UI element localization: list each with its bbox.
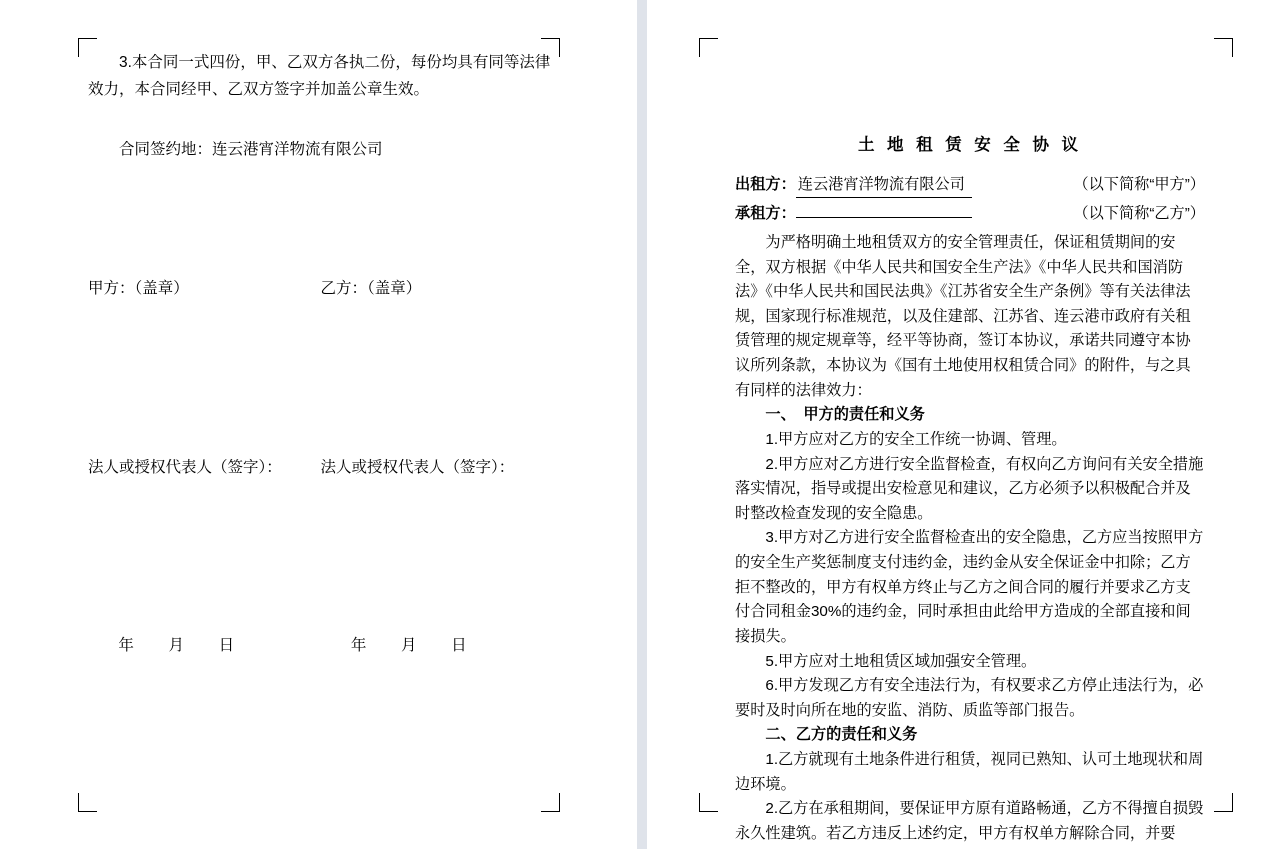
lessee-note: （以下简称“乙方”） <box>1073 205 1205 223</box>
lessee-value <box>796 217 972 218</box>
date-day-b: 日 <box>451 637 467 655</box>
seal-row <box>88 276 553 303</box>
date-row <box>88 633 553 660</box>
lessee-row <box>735 202 1205 227</box>
signing-place-line: 合同签约地：连云港宵洋物流有限公司 <box>119 141 383 159</box>
date-year-b: 年 <box>350 637 367 655</box>
representative-party-b: 法人或授权代表人（签字）： <box>320 458 515 476</box>
preamble-paragraph: 为严格明确土地租赁双方的安全管理责任，保证租赁期间的安全，双方根据《中华人民共和国安全生产法》《中华人民共和国消防法》《中华人民共和国民法典》《江苏省安全生产条例》等有关法律法规，国家现行标准规范，以及住建部、江苏省、连云港市政府有关租赁管理的规定规章等，经平等协商，签订本协议，承诺共同遵守本协议所列条款，本协议为《国有土地使用权租赁合同》的附件，与之具有同样的法律效力： <box>735 233 1191 399</box>
date-party-b <box>321 633 554 660</box>
crop-mark-top-left <box>699 38 718 57</box>
clause-a6: 6.甲方发现乙方有安全违法行为，有权要求乙方停止违法行为，必要时及时向所在地的安监、消防、质监等部门报告。 <box>735 677 1204 719</box>
page-title: 土 地 租 赁 安 全 协 议 <box>857 136 1083 154</box>
lessor-note: （以下简称“甲方”） <box>1073 175 1205 193</box>
left-page-content <box>88 50 553 660</box>
section-heading-one: 一、 甲方的责任和义务 <box>765 406 925 424</box>
clause-a2: 2.甲方应对乙方进行安全监督检查，有权向乙方询问有关安全措施落实情况，指导或提出安检意见和建议，乙方必须予以积极配合并及时整改检查发现的安全隐患。 <box>735 455 1204 522</box>
right-page-content <box>735 132 1205 847</box>
date-month-b: 月 <box>400 637 417 655</box>
representative-row <box>88 455 553 482</box>
crop-mark-bottom-left <box>78 793 97 812</box>
spacer <box>88 421 553 455</box>
date-year-a: 年 <box>118 637 134 655</box>
section-heading-two: 二、乙方的责任和义务 <box>765 726 918 744</box>
clause-a3: 3.甲方对乙方进行安全监督检查出的安全隐患，乙方应当按照甲方的安全生产奖惩制度支付违约金，违约金从安全保证金中扣除；乙方拒不整改的，甲方有权单方终止与乙方之间合同的履行并要求乙方支付合同租金30%的违约金，同时承担由此给甲方造成的全部直接和间接损失。 <box>735 529 1204 645</box>
clause-a5: 5.甲方应对土地租赁区域加强安全管理。 <box>765 652 1037 670</box>
spacer <box>88 303 553 421</box>
lessee-label: 承租方： <box>735 205 796 223</box>
lessor-row <box>735 173 1205 199</box>
page-right <box>647 0 1284 849</box>
spacer <box>88 103 553 137</box>
seal-party-a: 甲方：（盖章） <box>88 279 189 297</box>
page-left <box>0 0 637 849</box>
spacer <box>88 164 553 276</box>
clause-3-paragraph: 3.本合同一式四份，甲、乙双方各执二份，每份均具有同等法律效力，本合同经甲、乙双方签字并加盖公章生效。 <box>88 54 551 98</box>
crop-mark-bottom-right <box>541 793 560 812</box>
date-party-a <box>88 633 321 660</box>
representative-party-a: 法人或授权代表人（签字）： <box>88 458 282 476</box>
page-gutter <box>637 0 647 849</box>
clause-b2: 2.乙方在承租期间，要保证甲方原有道路畅通，乙方不得擅自损毁永久性建筑。若乙方违反上述约定，甲方有权单方解除合同，并要 <box>735 800 1204 842</box>
crop-mark-bottom-right <box>1214 793 1233 812</box>
clause-a1: 1.甲方应对乙方的安全工作统一协调、管理。 <box>765 430 1067 448</box>
date-day-a: 日 <box>218 637 235 655</box>
crop-mark-bottom-left <box>699 793 718 812</box>
crop-mark-top-right <box>1214 38 1233 57</box>
date-month-a: 月 <box>168 637 184 655</box>
spacer <box>88 481 553 599</box>
spacer <box>88 599 553 633</box>
clause-b1: 1.乙方就现有土地条件进行租赁，视同已熟知、认可土地现状和周边环境。 <box>735 751 1204 793</box>
lessor-value: 连云港宵洋物流有限公司 <box>796 173 972 199</box>
lessor-label: 出租方： <box>735 175 796 193</box>
seal-party-b: 乙方：（盖章） <box>320 279 422 297</box>
